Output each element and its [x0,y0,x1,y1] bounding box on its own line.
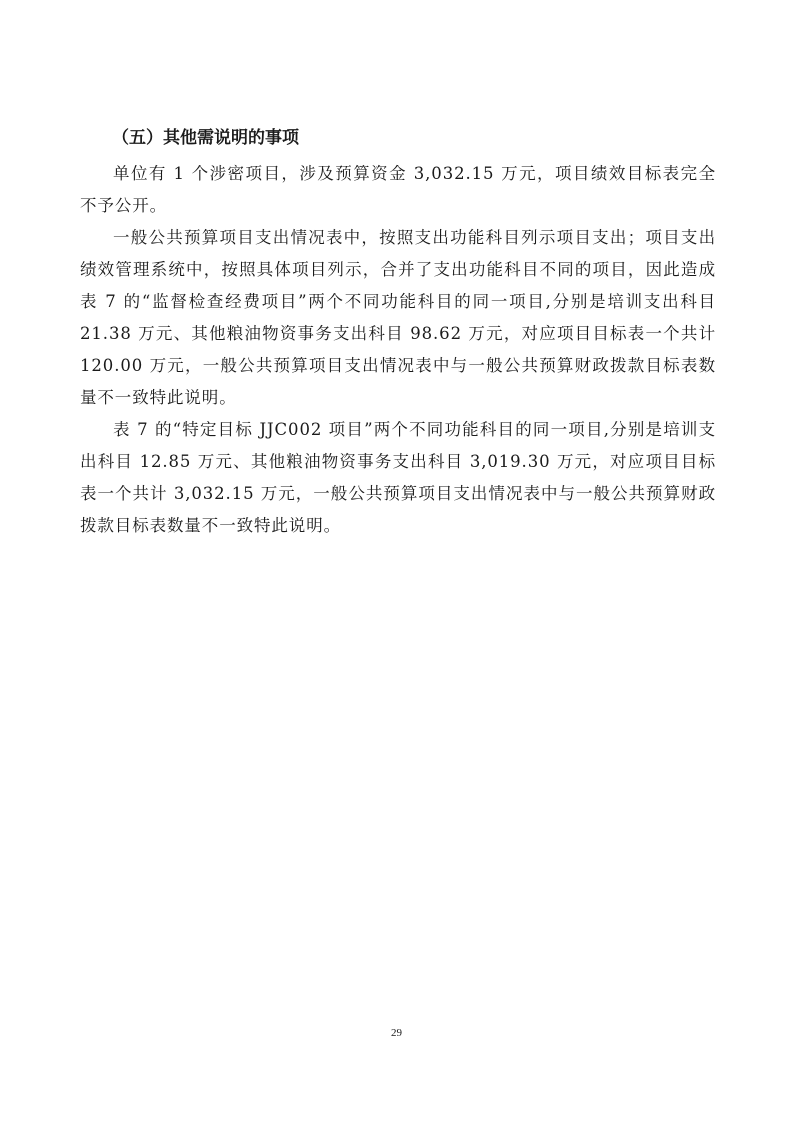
section-body [80,122,716,542]
paragraph-classified-project: 单位有 1 个涉密项目，涉及预算资金 3,032.15 万元，项目绩效目标表完全不予公开。 [80,164,716,215]
paragraph-specific-target-project: 表 7 的“特定目标 JJC002 项目”两个不同功能科目的同一项目,分别是培训支出科目 12.85 万元、其他粮油物资事务支出科目 3,019.30 万元，对应项目目标表一个共计 3,032.15 万元，一般公共预算项目支出情况表中与一般公共预算财政拨款目标表数量不一致特此说明。 [80,420,716,535]
paragraph-supervision-project: 一般公共预算项目支出情况表中，按照支出功能科目列示项目支出；项目支出绩效管理系统中，按照具体项目列示，合并了支出功能科目不同的项目，因此造成表 7 的“监督检查经费项目”两个不同功能科目的同一项目,分别是培训支出科目 21.38 万元、其他粮油物资事务支出科目 98.62 万元，对应项目目标表一个共计 120.00 万元，一般公共预算项目支出情况表中与一般公共预算财政拨款目标表数量不一致特此说明。 [80,228,716,407]
page-number: 29 [391,1027,402,1039]
section-heading: （五）其他需说明的事项 [112,128,299,148]
